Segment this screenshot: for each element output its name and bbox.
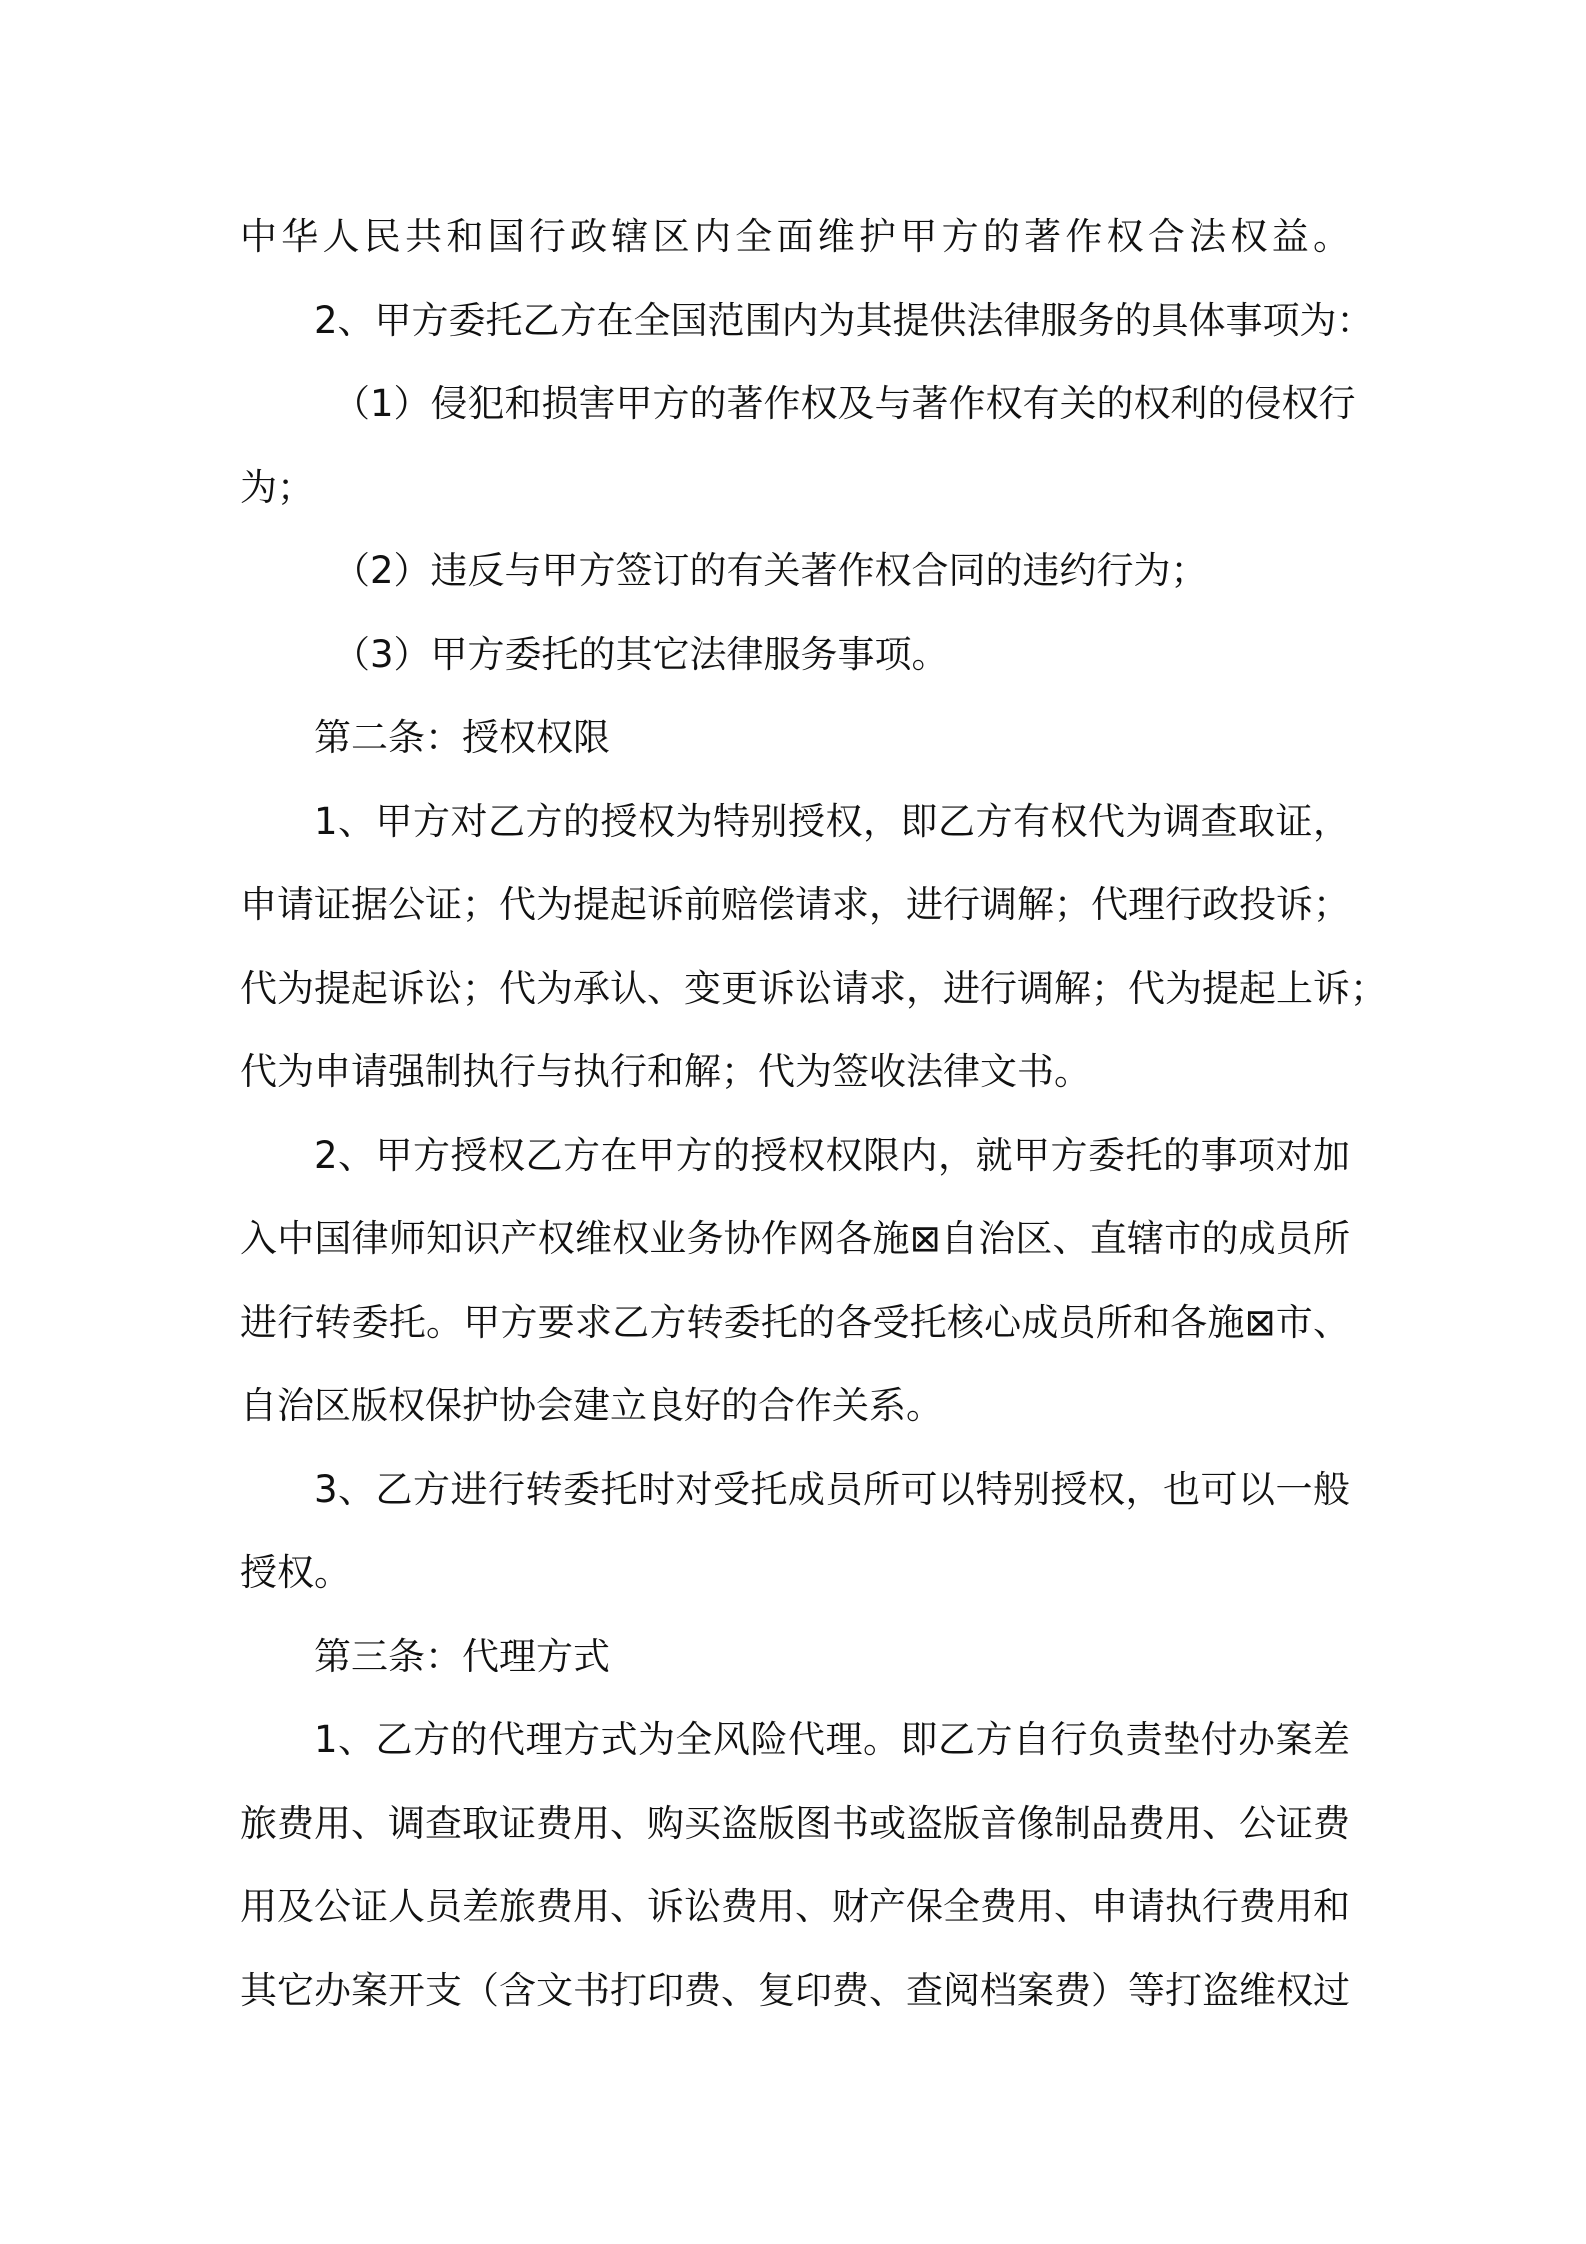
text-line: （2）违反与甲方签订的有关著作权合同的违约行为； — [333, 549, 1208, 592]
text-line: 其它办案开支（含文书打印费、复印费、查阅档案费）等打盗维权过 — [240, 1968, 1350, 2012]
text-line: 申请证据公证；代为提起诉前赔偿请求，进行调解；代理行政投诉； — [240, 883, 1350, 926]
text-line: 入中国律师知识产权维权业务协作网各施⊠自治区、直辖市的成员所 — [240, 1217, 1350, 1260]
text-line: （3）甲方委托的其它法律服务事项。 — [333, 632, 949, 676]
text-line: 旅费用、调查取证费用、购买盗版图书或盗版音像制品费用、公证费 — [240, 1801, 1350, 1845]
text-line: 为； — [240, 465, 314, 509]
text-line: （1）侵犯和损害甲方的著作权及与著作权有关的权利的侵权行 — [333, 382, 1356, 425]
text-line: 授权。 — [240, 1551, 351, 1594]
text-line: 2、甲方授权乙方在甲方的授权权限内，就甲方委托的事项对加 — [314, 1133, 1350, 1177]
text-line: 代为申请强制执行与执行和解；代为签收法律文书。 — [240, 1050, 1091, 1093]
text-line: 用及公证人员差旅费用、诉讼费用、财产保全费用、申请执行费用和 — [240, 1885, 1350, 1928]
document-body — [240, 195, 1387, 2032]
text-line: 3、乙方进行转委托时对受托成员所可以特别授权，也可以一般 — [314, 1467, 1350, 1511]
text-line: 中华人民共和国行政辖区内全面维护甲方的著作权合法权益。 — [240, 215, 1350, 258]
text-line: 1、乙方的代理方式为全风险代理。即乙方自行负责垫付办案差 — [314, 1718, 1350, 1761]
text-line: 2、甲方委托乙方在全国范围内为其提供法律服务的具体事项为： — [314, 298, 1374, 342]
text-line: 代为提起诉讼；代为承认、变更诉讼请求，进行调解；代为提起上诉； — [240, 966, 1387, 1010]
section-heading: 第二条：授权权限 — [314, 716, 610, 759]
text-line: 1、甲方对乙方的授权为特别授权，即乙方有权代为调查取证， — [314, 799, 1350, 843]
section-heading: 第三条：代理方式 — [314, 1634, 610, 1678]
text-line: 自治区版权保护协会建立良好的合作关系。 — [240, 1384, 943, 1427]
text-line: 进行转委托。甲方要求乙方转委托的各受托核心成员所和各施⊠市、 — [240, 1300, 1350, 1344]
